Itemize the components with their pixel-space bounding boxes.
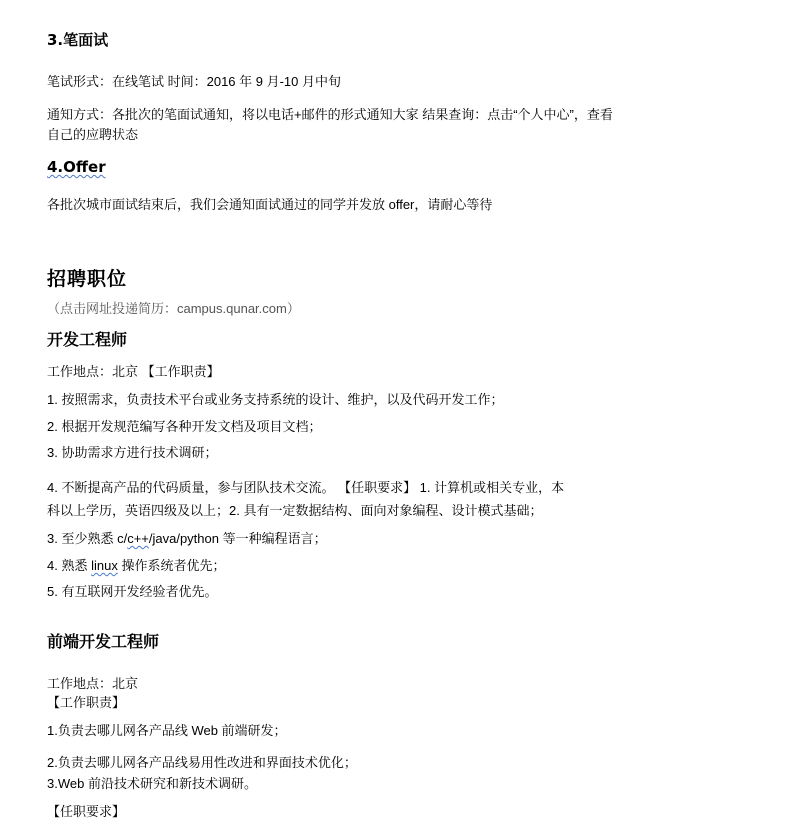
notification-method-text: 通知方式：各批次的笔面试通知，将以电话+邮件的形式通知大家 结果查询：点击“个人中心”，查看 [47,107,613,122]
frontend-duty-heading: 【工作职责】 [47,695,126,710]
dev-requirement-4 [47,557,225,575]
frontend-duty-2: 2.负责去哪儿网各产品线易用性改进和界面技术优化； [47,755,357,770]
dev-duty-3: 3. 协助需求方进行技术调研； [47,445,218,460]
dev-requirement-5: 5. 有互联网开发经验者优先。 [47,584,218,599]
dev-req-3-cpp: c++ [127,531,149,546]
dev-engineer-title: 开发工程师 [47,330,128,349]
dev-req-4-linux: linux [91,558,118,573]
dev-duty-4: 4. 不断提高产品的代码质量，参与团队技术交流。 【任职要求】 1. 计算机或相关专业，本 [47,480,565,495]
frontend-duty-3: 3.Web 前沿技术研究和新技术调研。 [47,776,257,791]
dev-req-4-suffix: 操作系统者优先； [117,558,226,573]
dev-duty-1: 1. 按照需求，负责技术平台或业务支持系统的设计、维护，以及代码开发工作； [47,392,504,407]
written-test-form-text: 笔试形式：在线笔试 时间：2016 年 9 月-10 月中旬 [47,74,341,89]
dev-location-text: 工作地点：北京 【工作职责】 [47,364,220,379]
dev-req-3-prefix: 3. 至少熟悉 c/ [47,531,128,546]
dev-duty-2: 2. 根据开发规范编写各种开发文档及项目文档； [47,419,322,434]
section-offer-title [47,158,106,176]
offer-title-text: 4.Offer [47,158,106,176]
frontend-requirements-heading: 【任职要求】 [47,804,126,819]
frontend-duty-1: 1.负责去哪儿网各产品线 Web 前端研发； [47,723,287,738]
offer-description-text: 各批次城市面试结束后，我们会通知面试通过的同学并发放 offer，请耐心等待 [47,197,493,212]
recruitment-positions-title: 招聘职位 [47,268,128,290]
frontend-engineer-title: 前端开发工程师 [47,632,160,651]
dev-requirement-3 [47,530,327,548]
frontend-location-text: 工作地点：北京 [47,676,139,691]
dev-req-3-suffix: /java/python 等一种编程语言； [148,531,327,546]
notification-method-text-cont: 自己的应聘状态 [47,127,139,142]
section-written-interview-title: 3.笔面试 [47,31,109,49]
dev-duty-4-cont: 科以上学历，英语四级及以上；2. 具有一定数据结构、面向对象编程、设计模式基础； [47,503,543,518]
dev-req-4-prefix: 4. 熟悉 [47,558,92,573]
recruitment-subtitle: （点击网址投递简历：campus.qunar.com） [47,301,300,316]
